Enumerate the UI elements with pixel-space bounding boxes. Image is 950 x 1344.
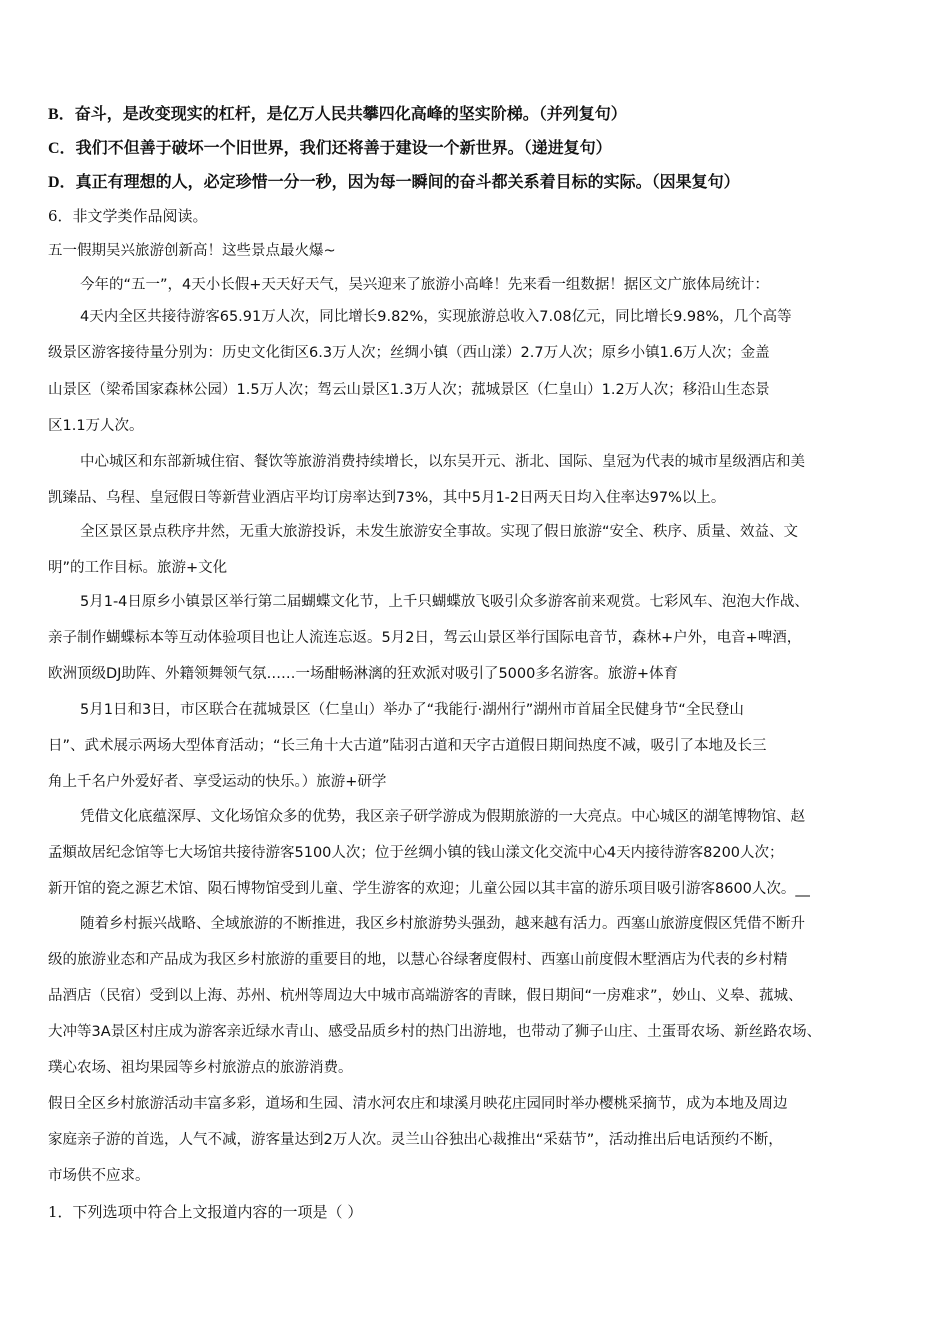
article-line: 区1.1万人次。 xyxy=(48,418,144,434)
article-line: 欧洲顶级DJ助阵、外籍领舞领气氛……一场酣畅淋漓的狂欢派对吸引了5000多名游客。旅游+体育 xyxy=(48,666,678,682)
question-1: 1．下列选项中符合上文报道内容的一项是（ ） xyxy=(48,1203,363,1221)
article-line: 4天内全区共接待游客65.91万人次，同比增长9.82%，实现旅游总收入7.08亿元，同比增长9.98%，几个高等 xyxy=(80,309,792,325)
option-b-letter: B． xyxy=(48,106,75,123)
article-line: 山景区（梁希国家森林公园）1.5万人次；驾云山景区1.3万人次；菰城景区（仁皇山）1.2万人次；移沿山生态景 xyxy=(48,382,770,398)
article-line: 明”的工作目标。旅游+文化 xyxy=(48,560,228,576)
article-line: 品酒店（民宿）受到以上海、苏州、杭州等周边大中城市高端游客的青睐，假日期间“一房难求”，妙山、义皋、菰城、 xyxy=(48,988,803,1004)
section-heading: 6．非文学类作品阅读。 xyxy=(48,207,208,225)
article-line: 今年的“五一”，4天小长假+天天好天气，吴兴迎来了旅游小高峰！先来看一组数据！据区文广旅体局统计： xyxy=(80,277,769,293)
article-line: 亲子制作蝴蝶标本等互动体验项目也让人流连忘返。5月2日，驾云山景区举行国际电音节，森林+户外，电音+啤酒， xyxy=(48,630,802,646)
option-b xyxy=(48,105,918,125)
option-c xyxy=(48,139,918,159)
article-line: 中心城区和东部新城住宿、餐饮等旅游消费持续增长，以东吴开元、浙北、国际、皇冠为代表的城市星级酒店和美 xyxy=(80,454,805,470)
article-line: 市场供不应求。 xyxy=(48,1168,150,1184)
article-line: 级景区游客接待量分别为：历史文化街区6.3万人次；丝绸小镇（西山漾）2.7万人次；原乡小镇1.6万人次；金盖 xyxy=(48,345,770,361)
article-line: 5月1日和3日，市区联合在菰城景区（仁皇山）举办了“我能行·湖州行”湖州市首届全民健身节“全民登山 xyxy=(80,702,744,718)
option-d xyxy=(48,173,918,193)
option-d-letter: D． xyxy=(48,174,76,191)
article-line: 角上千名户外爱好者、享受运动的快乐。）旅游+研学 xyxy=(48,774,387,790)
article-line: 假日全区乡村旅游活动丰富多彩，道场和生园、清水河农庄和埭溪月映花庄园同时举办樱桃采摘节，成为本地及周边 xyxy=(48,1096,788,1112)
article-line: 日”、武术展示两场大型体育活动；“长三角十大古道”陆羽古道和天字古道假日期间热度不减，吸引了本地及长三 xyxy=(48,738,767,754)
article-line: 级的旅游业态和产品成为我区乡村旅游的重要目的地，以慧心谷绿奢度假村、西塞山前度假木墅酒店为代表的乡村精 xyxy=(48,952,788,968)
article-line: 凯臻品、乌程、皇冠假日等新营业酒店平均订房率达到73%，其中5月1-2日两天日均入住率达97%以上。 xyxy=(48,490,726,506)
option-c-text: 我们不但善于破坏一个旧世界，我们还将善于建设一个新世界。（递进复句） xyxy=(75,140,612,157)
article-line: 孟頫故居纪念馆等七大场馆共接待游客5100人次；位于丝绸小镇的钱山漾文化交流中心4天内接待游客8200人次； xyxy=(48,845,784,861)
article-line: 5月1-4日原乡小镇景区举行第二届蝴蝶文化节，上千只蝴蝶放飞吸引众多游客前来观赏。七彩风车、泡泡大作战、 xyxy=(80,594,809,610)
article-line: 璞心农场、祖均果园等乡村旅游点的旅游消费。 xyxy=(48,1060,353,1076)
article-line: 大冲等3A景区村庄成为游客亲近绿水青山、感受品质乡村的热门出游地，也带动了狮子山庄、土蛋哥农场、新丝路农场、 xyxy=(48,1024,822,1040)
option-b-text: 奋斗，是改变现实的杠杆，是亿万人民共攀四化高峰的坚实阶梯。（并列复句） xyxy=(74,106,627,123)
option-c-letter: C． xyxy=(48,140,76,157)
article-line: 随着乡村振兴战略、全域旅游的不断推进，我区乡村旅游势头强劲，越来越有活力。西塞山旅游度假区凭借不断升 xyxy=(80,916,805,932)
article-line: 凭借文化底蕴深厚、文化场馆众多的优势，我区亲子研学游成为假期旅游的一大亮点。中心城区的湖笔博物馆、赵 xyxy=(80,809,805,825)
article-line: 全区景区景点秩序井然，无重大旅游投诉，未发生旅游安全事故。实现了假日旅游“安全、秩序、质量、效益、文 xyxy=(80,524,799,540)
article-line: 新开馆的瓷之源艺术馆、陨石博物馆受到儿童、学生游客的欢迎；儿童公园以其丰富的游乐项目吸引游客8600人次。__ xyxy=(48,881,810,897)
option-d-text: 真正有理想的人，必定珍惜一分一秒，因为每一瞬间的奋斗都关系着目标的实际。（因果复句） xyxy=(75,174,740,191)
article-title: 五一假期吴兴旅游创新高！这些景点最火爆~ xyxy=(48,243,336,259)
article-line: 家庭亲子游的首选，人气不减，游客量达到2万人次。灵兰山谷独出心裁推出“采菇节”，活动推出后电话预约不断， xyxy=(48,1132,783,1148)
